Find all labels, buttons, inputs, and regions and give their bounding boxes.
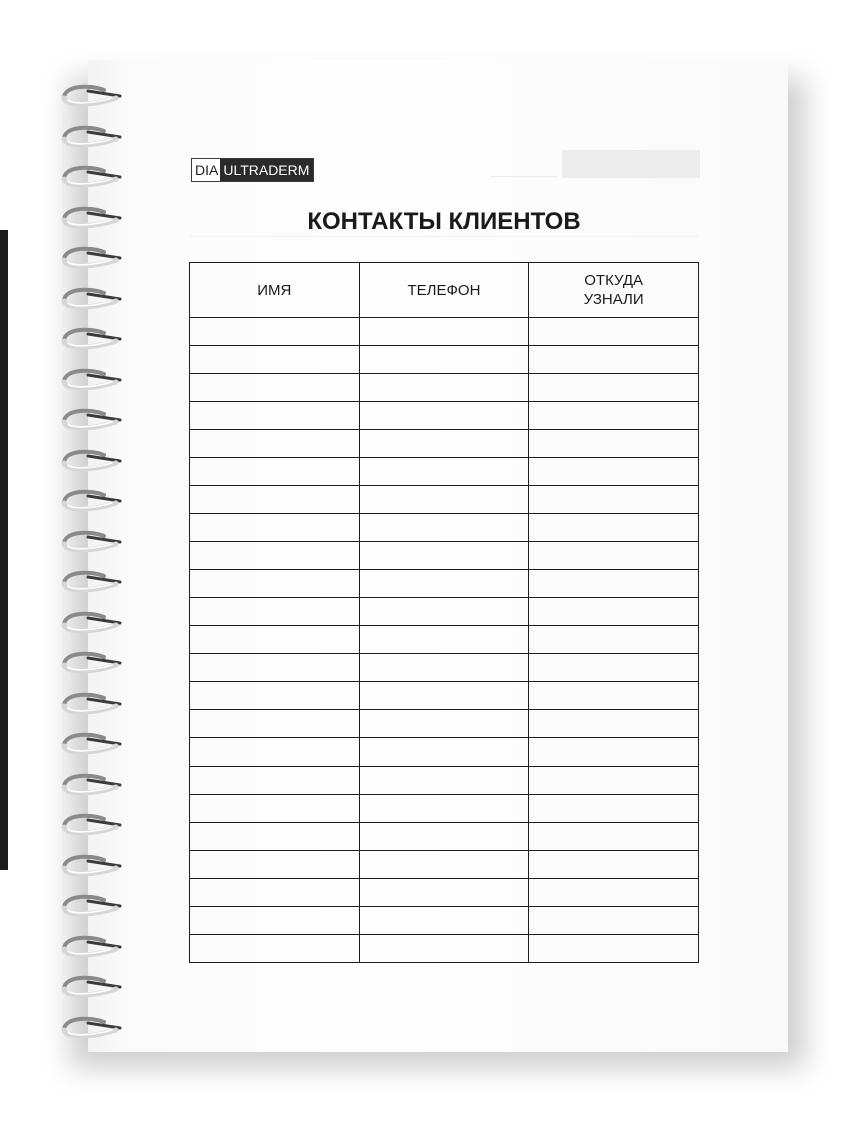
table-cell	[359, 626, 529, 654]
table-row	[190, 570, 699, 598]
table-cell	[190, 486, 360, 514]
table-cell	[190, 850, 360, 878]
table-row	[190, 514, 699, 542]
column-header-source	[529, 263, 699, 318]
table-cell	[190, 458, 360, 486]
table-cell	[529, 682, 699, 710]
table-row	[190, 626, 699, 654]
table-row	[190, 906, 699, 934]
table-cell	[359, 878, 529, 906]
table-cell	[359, 486, 529, 514]
table-cell	[359, 654, 529, 682]
brand-logo-name: ULTRADERM	[220, 159, 313, 181]
column-header-line: УЗНАЛИ	[583, 291, 644, 308]
table-row	[190, 430, 699, 458]
table-cell	[529, 710, 699, 738]
spiral-coil	[58, 649, 122, 675]
spiral-coil	[58, 973, 122, 999]
spiral-coil	[58, 811, 122, 837]
table-cell	[359, 850, 529, 878]
table-cell	[359, 710, 529, 738]
table-cell	[190, 626, 360, 654]
table-row	[190, 794, 699, 822]
table-cell	[359, 766, 529, 794]
column-header-line: ОТКУДА	[584, 272, 644, 289]
spiral-coil	[58, 528, 122, 554]
table-cell	[190, 794, 360, 822]
table-cell	[190, 766, 360, 794]
spiral-coil	[58, 730, 122, 756]
column-header-name	[190, 263, 360, 318]
column-header-line: ИМЯ	[257, 281, 292, 299]
table-cell	[190, 822, 360, 850]
spiral-coil	[58, 244, 122, 270]
notebook-back-cover-edge	[0, 230, 8, 870]
table-cell	[529, 542, 699, 570]
table-cell	[529, 402, 699, 430]
table-cell	[359, 542, 529, 570]
table-cell	[190, 318, 360, 346]
spiral-coil	[58, 285, 122, 311]
table-cell	[190, 374, 360, 402]
table-cell	[359, 934, 529, 962]
table-cell	[359, 822, 529, 850]
table-cell	[190, 934, 360, 962]
table-cell	[529, 822, 699, 850]
table-cell	[529, 626, 699, 654]
spiral-coil	[58, 82, 122, 108]
show-through-rule	[190, 236, 698, 237]
brand-logo	[191, 158, 314, 182]
spiral-coil	[58, 1014, 122, 1040]
column-header-line: ТЕЛЕФОН	[407, 281, 481, 299]
spiral-coil	[58, 933, 122, 959]
table-row	[190, 850, 699, 878]
spiral-binding	[58, 82, 128, 1032]
table-cell	[190, 598, 360, 626]
table-cell	[359, 570, 529, 598]
table-row	[190, 766, 699, 794]
table-cell	[190, 542, 360, 570]
table-row	[190, 738, 699, 766]
column-header-phone	[359, 263, 529, 318]
table-cell	[529, 598, 699, 626]
spiral-coil	[58, 852, 122, 878]
table-cell	[359, 318, 529, 346]
table-cell	[190, 878, 360, 906]
table-cell	[529, 514, 699, 542]
table-cell	[529, 570, 699, 598]
table-cell	[190, 710, 360, 738]
table-row	[190, 374, 699, 402]
table-cell	[190, 738, 360, 766]
table-row	[190, 402, 699, 430]
table-row	[190, 486, 699, 514]
table-body	[190, 318, 699, 963]
table-cell	[359, 374, 529, 402]
table-row	[190, 878, 699, 906]
table-cell	[359, 598, 529, 626]
table-row	[190, 346, 699, 374]
table-cell	[359, 346, 529, 374]
table-cell	[190, 570, 360, 598]
table-cell	[529, 794, 699, 822]
table-cell	[529, 486, 699, 514]
spiral-coil	[58, 447, 122, 473]
spiral-coil	[58, 609, 122, 635]
table-cell	[529, 654, 699, 682]
table-cell	[359, 738, 529, 766]
table-cell	[529, 458, 699, 486]
table-cell	[359, 402, 529, 430]
table-cell	[190, 682, 360, 710]
table-cell	[529, 318, 699, 346]
spiral-coil	[58, 771, 122, 797]
spiral-coil	[58, 568, 122, 594]
table-cell	[359, 514, 529, 542]
brand-logo-prefix: DIA	[192, 159, 220, 181]
table-cell	[359, 906, 529, 934]
page-title: КОНТАКТЫ КЛИЕНТОВ	[307, 208, 581, 235]
table-cell	[190, 654, 360, 682]
table-cell	[529, 878, 699, 906]
spiral-coil	[58, 690, 122, 716]
table-cell	[359, 458, 529, 486]
spiral-coil	[58, 204, 122, 230]
table-cell	[529, 738, 699, 766]
table-cell	[529, 906, 699, 934]
table-row	[190, 542, 699, 570]
table-row	[190, 822, 699, 850]
table-cell	[529, 766, 699, 794]
spiral-coil	[58, 366, 122, 392]
table-cell	[359, 794, 529, 822]
table-row	[190, 710, 699, 738]
table-row	[190, 458, 699, 486]
contacts-table	[189, 262, 699, 963]
table-cell	[529, 374, 699, 402]
table-cell	[529, 850, 699, 878]
table-row	[190, 682, 699, 710]
table-cell	[529, 430, 699, 458]
table-row	[190, 598, 699, 626]
table-header-row	[190, 263, 699, 318]
table-cell	[529, 346, 699, 374]
table-row	[190, 934, 699, 962]
table-cell	[529, 934, 699, 962]
table-cell	[190, 430, 360, 458]
show-through-box	[562, 150, 700, 178]
spiral-coil	[58, 123, 122, 149]
table-cell	[359, 682, 529, 710]
spiral-coil	[58, 892, 122, 918]
spiral-coil	[58, 487, 122, 513]
table-cell	[359, 430, 529, 458]
spiral-coil	[58, 325, 122, 351]
show-through-line	[490, 176, 558, 177]
table-cell	[190, 906, 360, 934]
spiral-coil	[58, 163, 122, 189]
table-cell	[190, 346, 360, 374]
table-row	[190, 318, 699, 346]
table-row	[190, 654, 699, 682]
spiral-coil	[58, 406, 122, 432]
table-cell	[190, 402, 360, 430]
table-cell	[190, 514, 360, 542]
